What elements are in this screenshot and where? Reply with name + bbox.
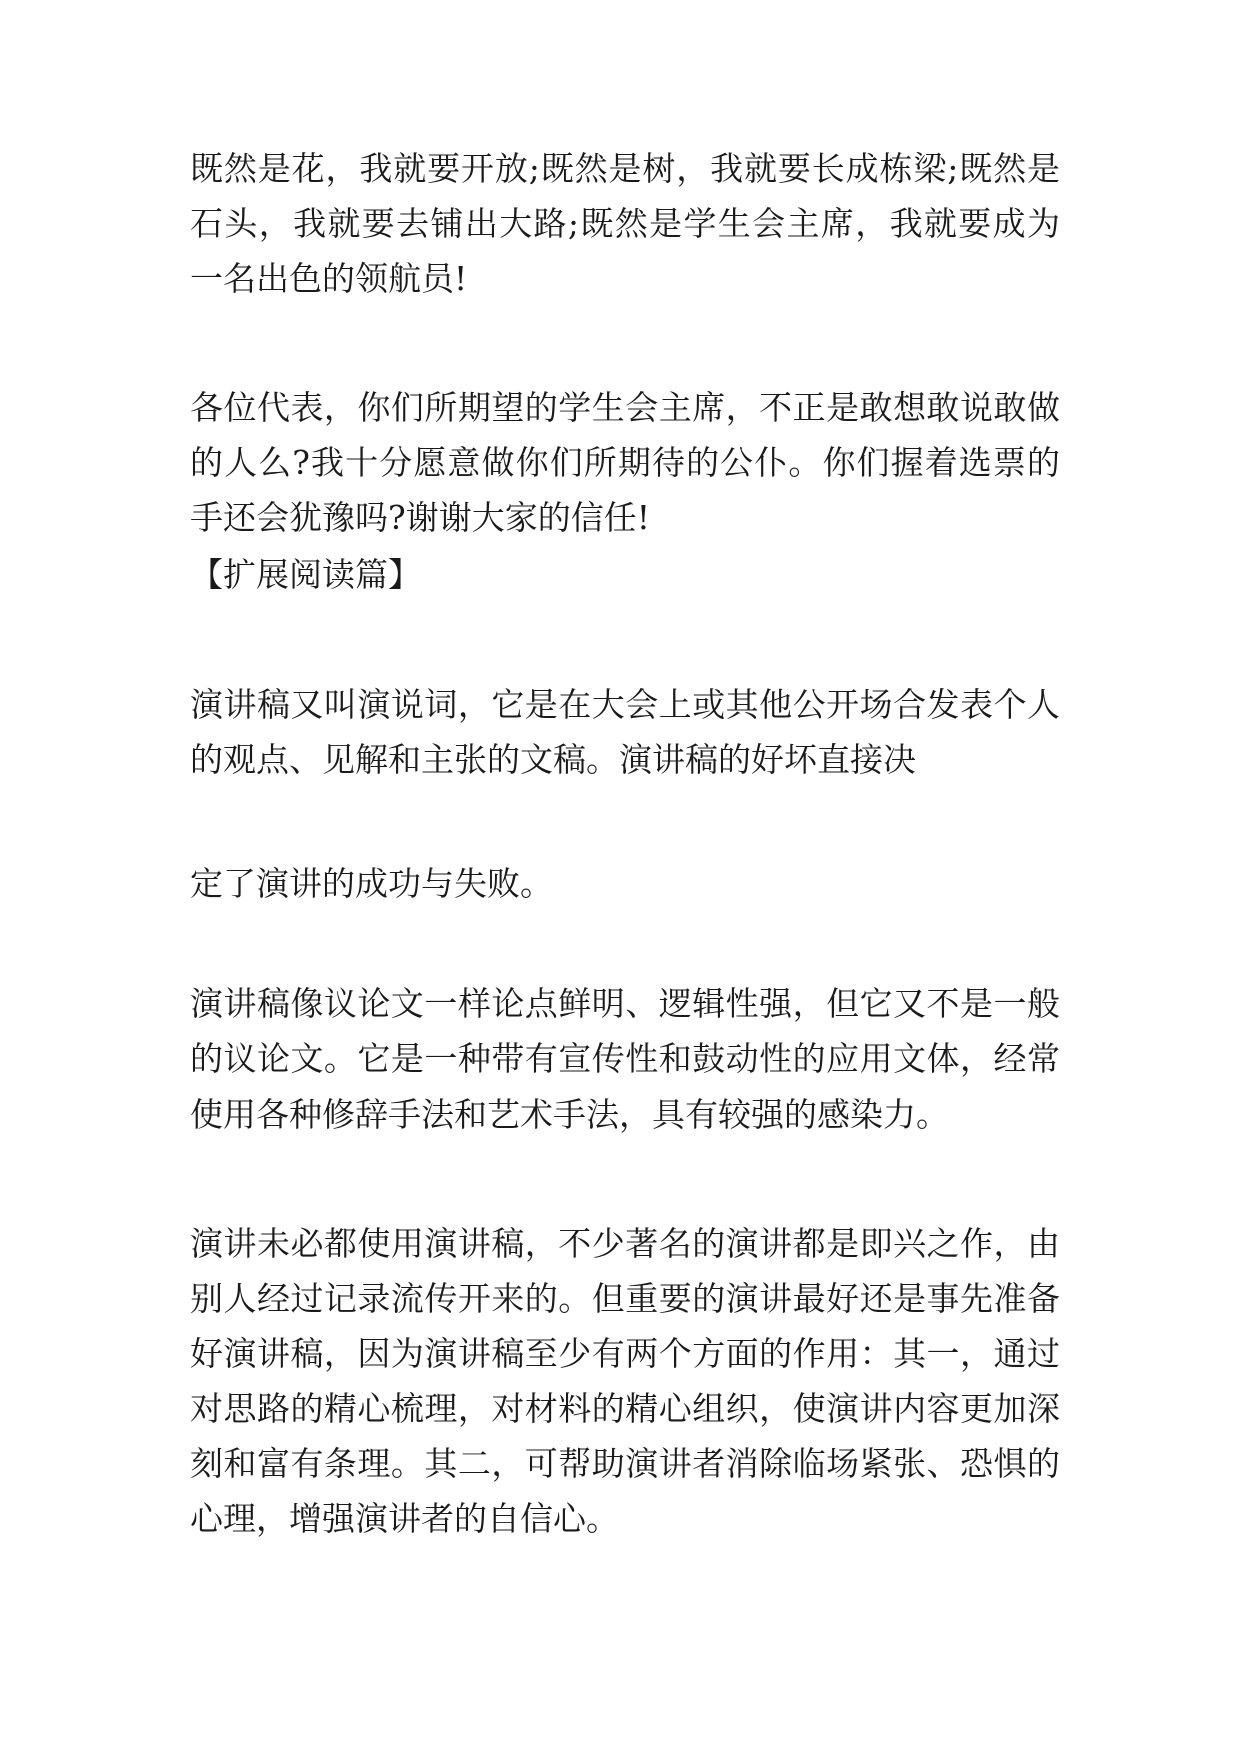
paragraph-6-line-6: 心理，增强演讲者的自信心。 xyxy=(190,1499,619,1538)
paragraph-6-line-5: 刻和富有条理。其二，可帮助演讲者消除临场紧张、恐惧的 xyxy=(190,1444,1060,1483)
paragraph-2-line-2: 的人么?我十分愿意做你们所期待的公仆。你们握着选票的 xyxy=(190,443,1060,482)
paragraph-3-line-2: 的观点、见解和主张的文稿。演讲稿的好坏直接决 xyxy=(190,740,916,779)
paragraph-1-line-2: 石头，我就要去铺出大路;既然是学生会主席，我就要成为 xyxy=(190,204,1060,243)
paragraph-6-line-4: 对思路的精心梳理，对材料的精心组织，使演讲内容更加深 xyxy=(190,1389,1060,1428)
paragraph-4-line-1: 定了演讲的成功与失败。 xyxy=(190,864,553,903)
paragraph-2-line-1: 各位代表，你们所期望的学生会主席，不正是敢想敢说敢做 xyxy=(190,388,1060,427)
paragraph-2-line-3: 手还会犹豫吗?谢谢大家的信任! xyxy=(190,498,650,537)
paragraph-5-line-1: 演讲稿像议论文一样论点鲜明、逻辑性强，但它又不是一般 xyxy=(190,984,1060,1023)
paragraph-6-line-3: 好演讲稿，因为演讲稿至少有两个方面的作用：其一，通过 xyxy=(190,1334,1060,1373)
section-heading: 【扩展阅读篇】 xyxy=(190,555,421,594)
paragraph-1-line-3: 一名出色的领航员! xyxy=(190,259,468,298)
paragraph-5-line-3: 使用各种修辞手法和艺术手法，具有较强的感染力。 xyxy=(190,1095,949,1134)
paragraph-1-line-1: 既然是花，我就要开放;既然是树，我就要长成栋梁;既然是 xyxy=(190,149,1060,188)
paragraph-5-line-2: 的议论文。它是一种带有宣传性和鼓动性的应用文体，经常 xyxy=(190,1039,1060,1078)
paragraph-6-line-2: 别人经过记录流传开来的。但重要的演讲最好还是事先准备 xyxy=(190,1279,1060,1318)
paragraph-6-line-1: 演讲未必都使用演讲稿，不少著名的演讲都是即兴之作，由 xyxy=(190,1224,1060,1263)
paragraph-3-line-1: 演讲稿又叫演说词，它是在大会上或其他公开场合发表个人 xyxy=(190,685,1060,724)
